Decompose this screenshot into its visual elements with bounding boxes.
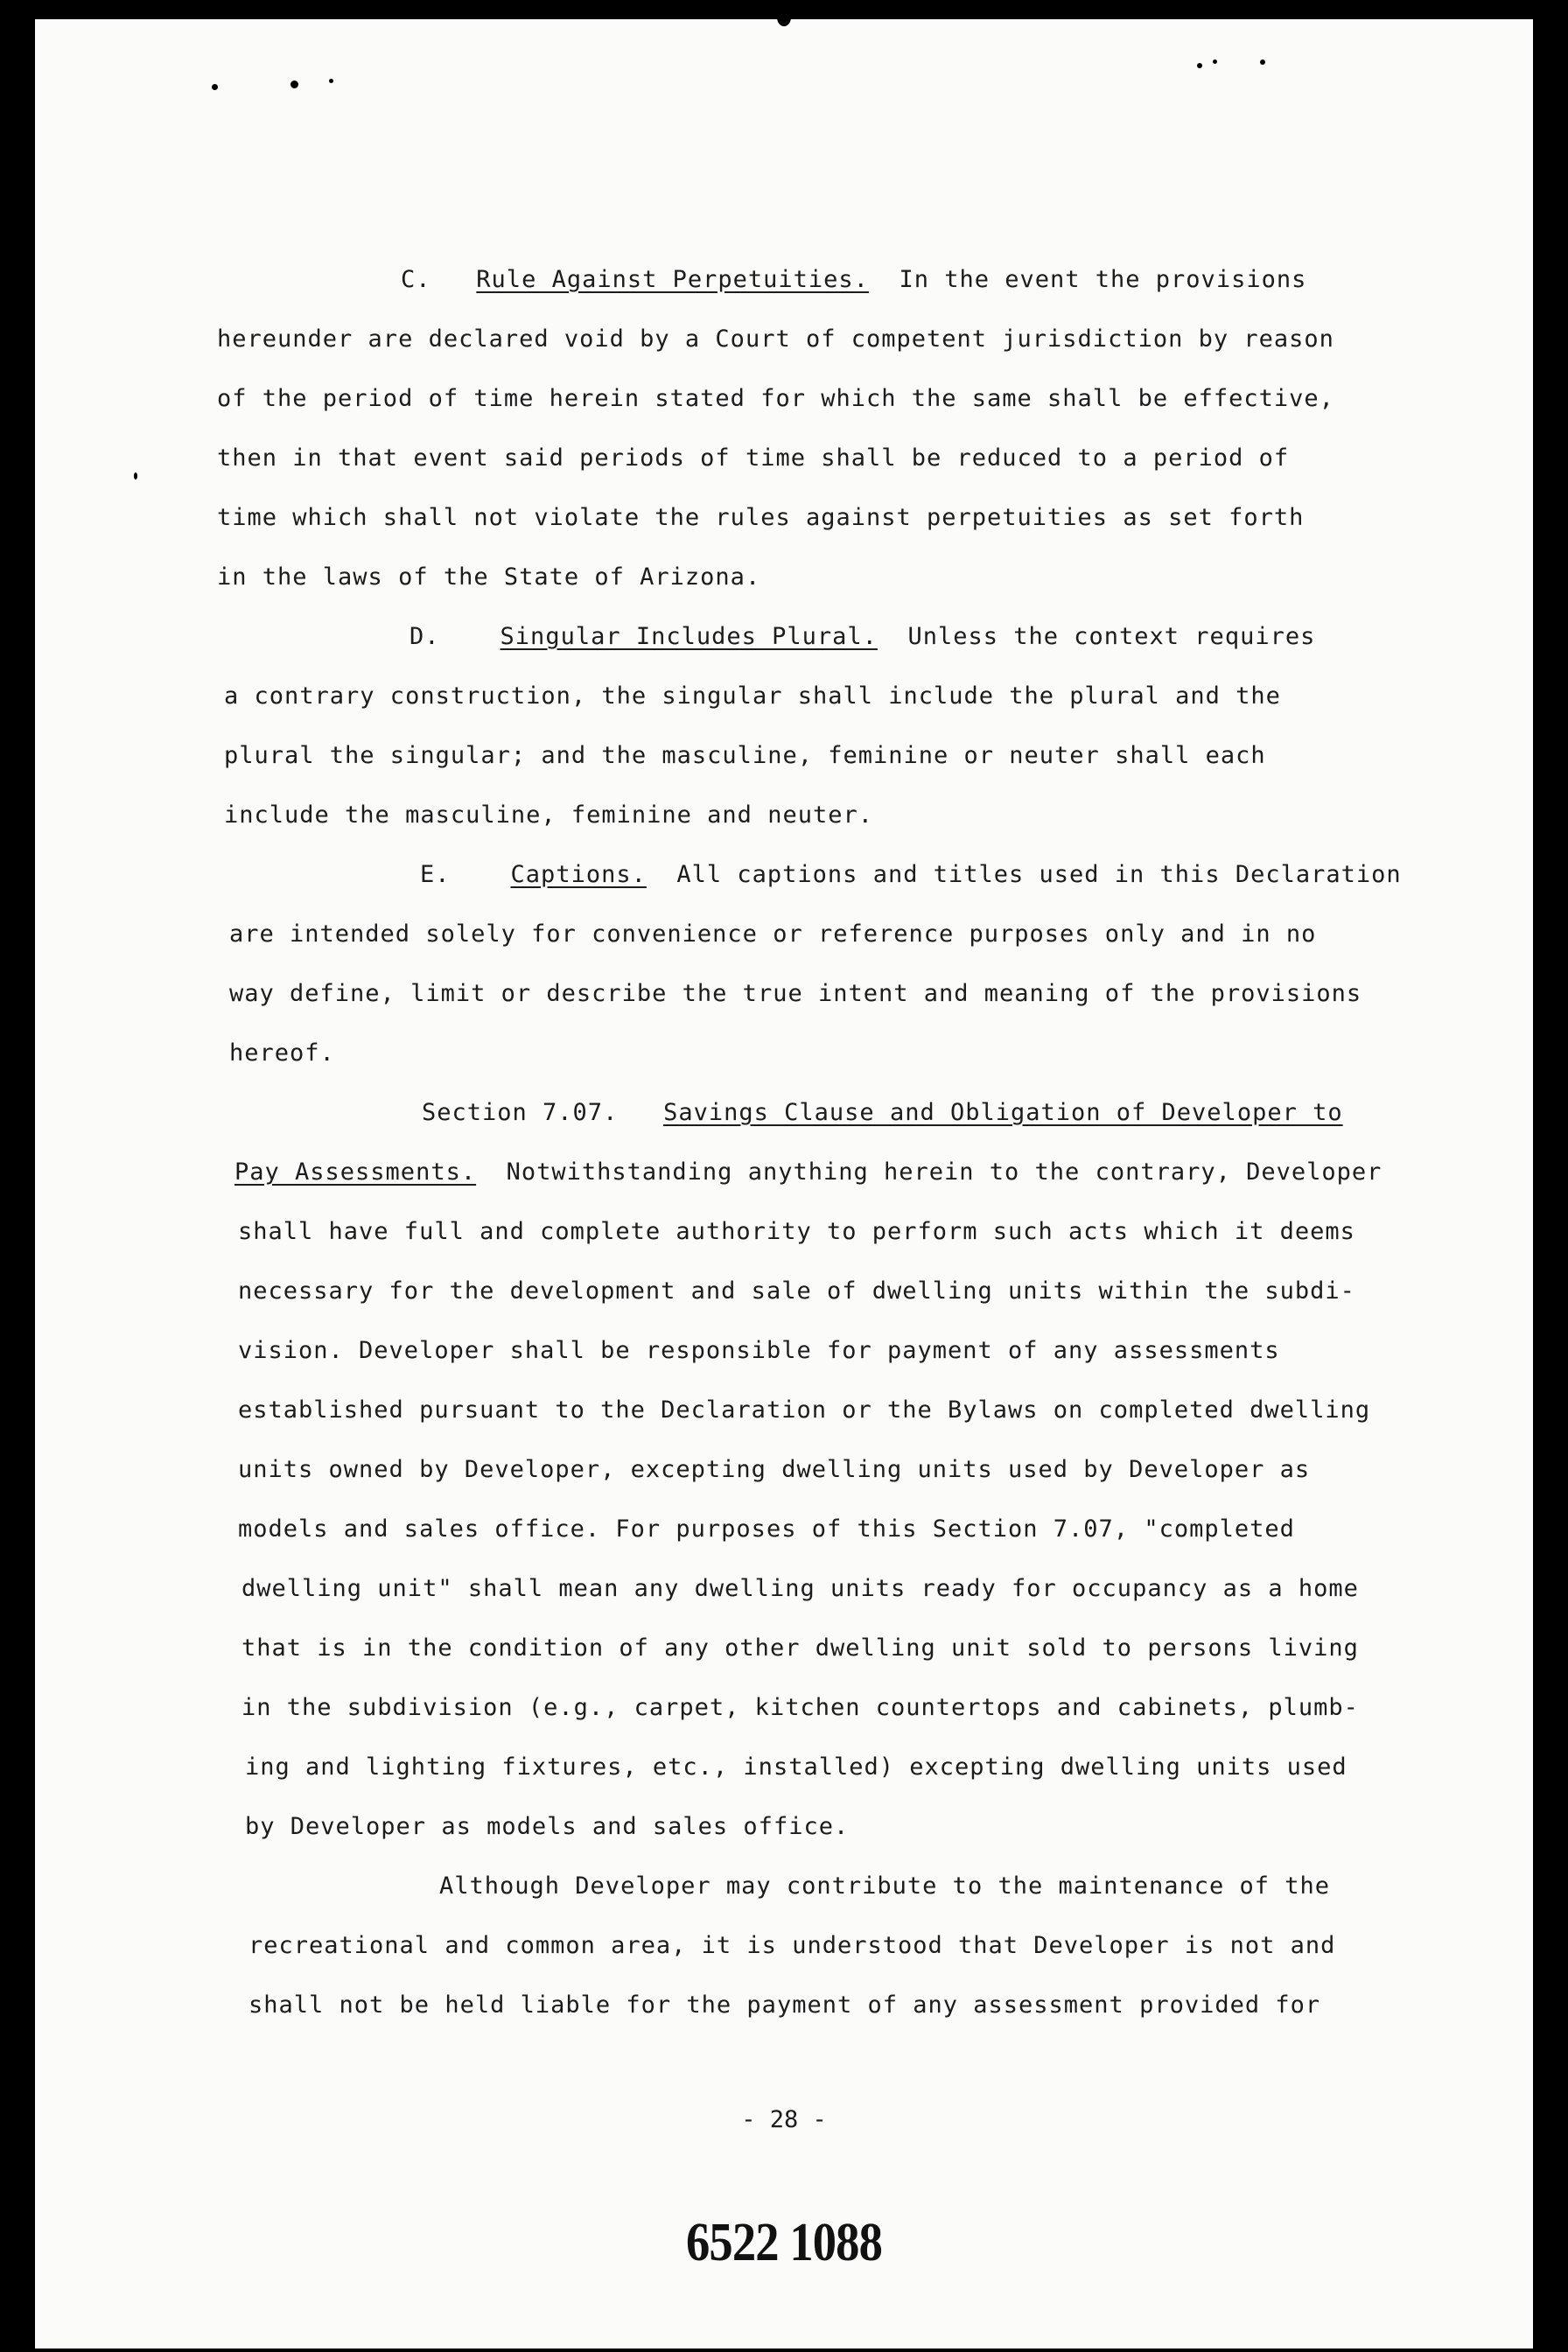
section-c-heading: Rule Against Perpetuities. [476, 266, 869, 293]
final-paragraph-line: recreational and common area, it is understood that Developer is not and [248, 1932, 1336, 1959]
section-707-line: that is in the condition of any other dwelling unit sold to persons living [242, 1634, 1359, 1662]
section-d-heading: Singular Includes Plural. [500, 623, 878, 650]
section-707-heading-part2: Pay Assessments. [234, 1158, 477, 1186]
section-e-line: are intended solely for convenience or reference purposes only and in no [229, 920, 1317, 948]
section-d-text: Unless the context requires [907, 623, 1316, 650]
section-c-text: In the event the provisions [899, 266, 1307, 293]
section-707-line: units owned by Developer, excepting dwelling units used by Developer as [238, 1456, 1311, 1483]
section-e-line: way define, limit or describe the true intent and meaning of the provisions [229, 980, 1362, 1007]
section-d-line: include the masculine, feminine and neuter. [224, 802, 873, 829]
section-707-line: models and sales office. For purposes of this Section 7.07, "completed [238, 1516, 1295, 1543]
final-paragraph-first-line: Although Developer may contribute to the maintenance of the [439, 1872, 1331, 1900]
recording-stamp: 6522 1088 [686, 2213, 882, 2272]
section-c-line: hereunder are declared void by a Court of competent jurisdiction by reason [217, 326, 1334, 353]
section-707-line: necessary for the development and sale of dwelling units within the subdi- [238, 1278, 1355, 1305]
section-707-line: dwelling unit" shall mean any dwelling units ready for occupancy as a home [242, 1575, 1359, 1602]
scan-speck [1197, 63, 1202, 68]
section-707-heading-part1: Savings Clause and Obligation of Developer to [663, 1099, 1343, 1126]
scan-speck [290, 80, 298, 88]
section-707-line: in the subdivision (e.g., carpet, kitchen countertops and cabinets, plumb- [242, 1694, 1359, 1721]
scan-speck [777, 9, 791, 26]
section-c-line: of the period of time herein stated for which the same shall be effective, [217, 385, 1334, 412]
section-e-first-line [420, 861, 1402, 888]
section-707-text: Notwithstanding anything herein to the contrary, Developer [506, 1158, 1382, 1186]
section-d-line: plural the singular; and the masculine, feminine or neuter shall each [224, 742, 1266, 769]
section-c-line: then in that event said periods of time shall be reduced to a period of [217, 444, 1290, 472]
section-e-line: hereof. [229, 1040, 335, 1067]
scan-speck [212, 84, 218, 90]
section-e-label: E. [420, 861, 451, 888]
section-707-line: vision. Developer shall be responsible for payment of any assessments [238, 1337, 1280, 1364]
section-c-label: C. [401, 266, 431, 293]
section-e-heading: Captions. [510, 861, 647, 888]
section-707-line: by Developer as models and sales office. [245, 1813, 850, 1840]
section-707-label: Section 7.07. [422, 1099, 619, 1126]
section-707-line: shall have full and complete authority to perform such acts which it deems [238, 1218, 1355, 1245]
scan-speck [1260, 60, 1265, 65]
section-707-first-line [422, 1099, 1343, 1126]
section-d-label: D. [410, 623, 440, 650]
final-paragraph-line: shall not be held liable for the payment of any assessment provided for [248, 1992, 1321, 2019]
section-707-line: established pursuant to the Declaration or the Bylaws on completed dwelling [238, 1396, 1371, 1424]
scan-speck [1213, 60, 1217, 64]
scan-speck [134, 472, 137, 480]
section-c-first-line [401, 266, 1306, 293]
section-c-line: time which shall not violate the rules against perpetuities as set forth [217, 504, 1305, 531]
section-c-line: in the laws of the State of Arizona. [217, 564, 761, 591]
scan-speck [329, 79, 333, 83]
section-d-line: a contrary construction, the singular shall include the plural and the [224, 682, 1281, 710]
section-707-second-line [234, 1158, 1382, 1186]
section-e-text: All captions and titles used in this Declaration [676, 861, 1402, 888]
section-707-line: ing and lighting fixtures, etc., installed) excepting dwelling units used [245, 1754, 1348, 1781]
section-d-first-line [410, 623, 1315, 650]
document-page [35, 19, 1533, 2348]
page-number: - 28 - [741, 2106, 827, 2133]
